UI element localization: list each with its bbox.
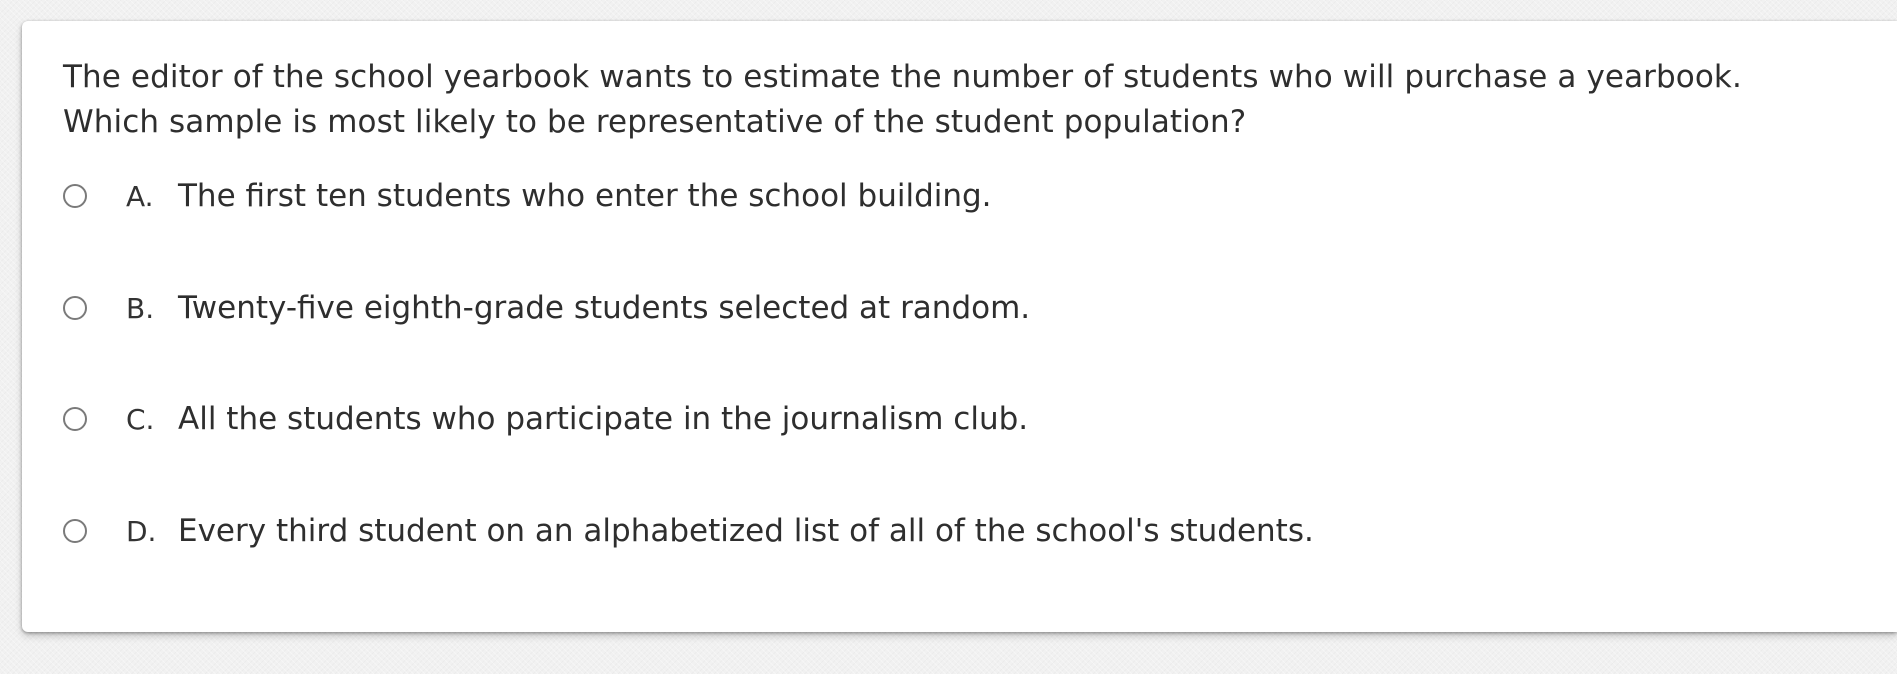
option-a-text: The first ten students who enter the school building. — [178, 178, 992, 214]
question-card — [22, 21, 1897, 632]
option-b-text: Twenty-five eighth-grade students selected at random. — [178, 290, 1031, 326]
option-c[interactable] — [63, 391, 1028, 447]
radio-b[interactable] — [63, 296, 87, 320]
question-line-1: The editor of the school yearbook wants to estimate the number of students who will purchase a yearbook. — [63, 59, 1742, 95]
answer-options — [22, 21, 1897, 632]
question-line-2: Which sample is most likely to be representative of the student population? — [63, 104, 1247, 140]
radio-d[interactable] — [63, 519, 87, 543]
option-d-text: Every third student on an alphabetized list of all of the school's students. — [178, 513, 1314, 549]
radio-a[interactable] — [63, 184, 87, 208]
option-b[interactable] — [63, 280, 1030, 336]
option-d[interactable] — [63, 503, 1314, 559]
option-b-letter: B. — [126, 291, 155, 325]
option-c-text: All the students who participate in the journalism club. — [178, 401, 1029, 437]
option-a[interactable] — [63, 168, 992, 224]
option-c-letter: C. — [126, 402, 155, 436]
radio-c[interactable] — [63, 407, 87, 431]
option-a-letter: A. — [126, 179, 154, 213]
option-d-letter: D. — [126, 514, 157, 548]
